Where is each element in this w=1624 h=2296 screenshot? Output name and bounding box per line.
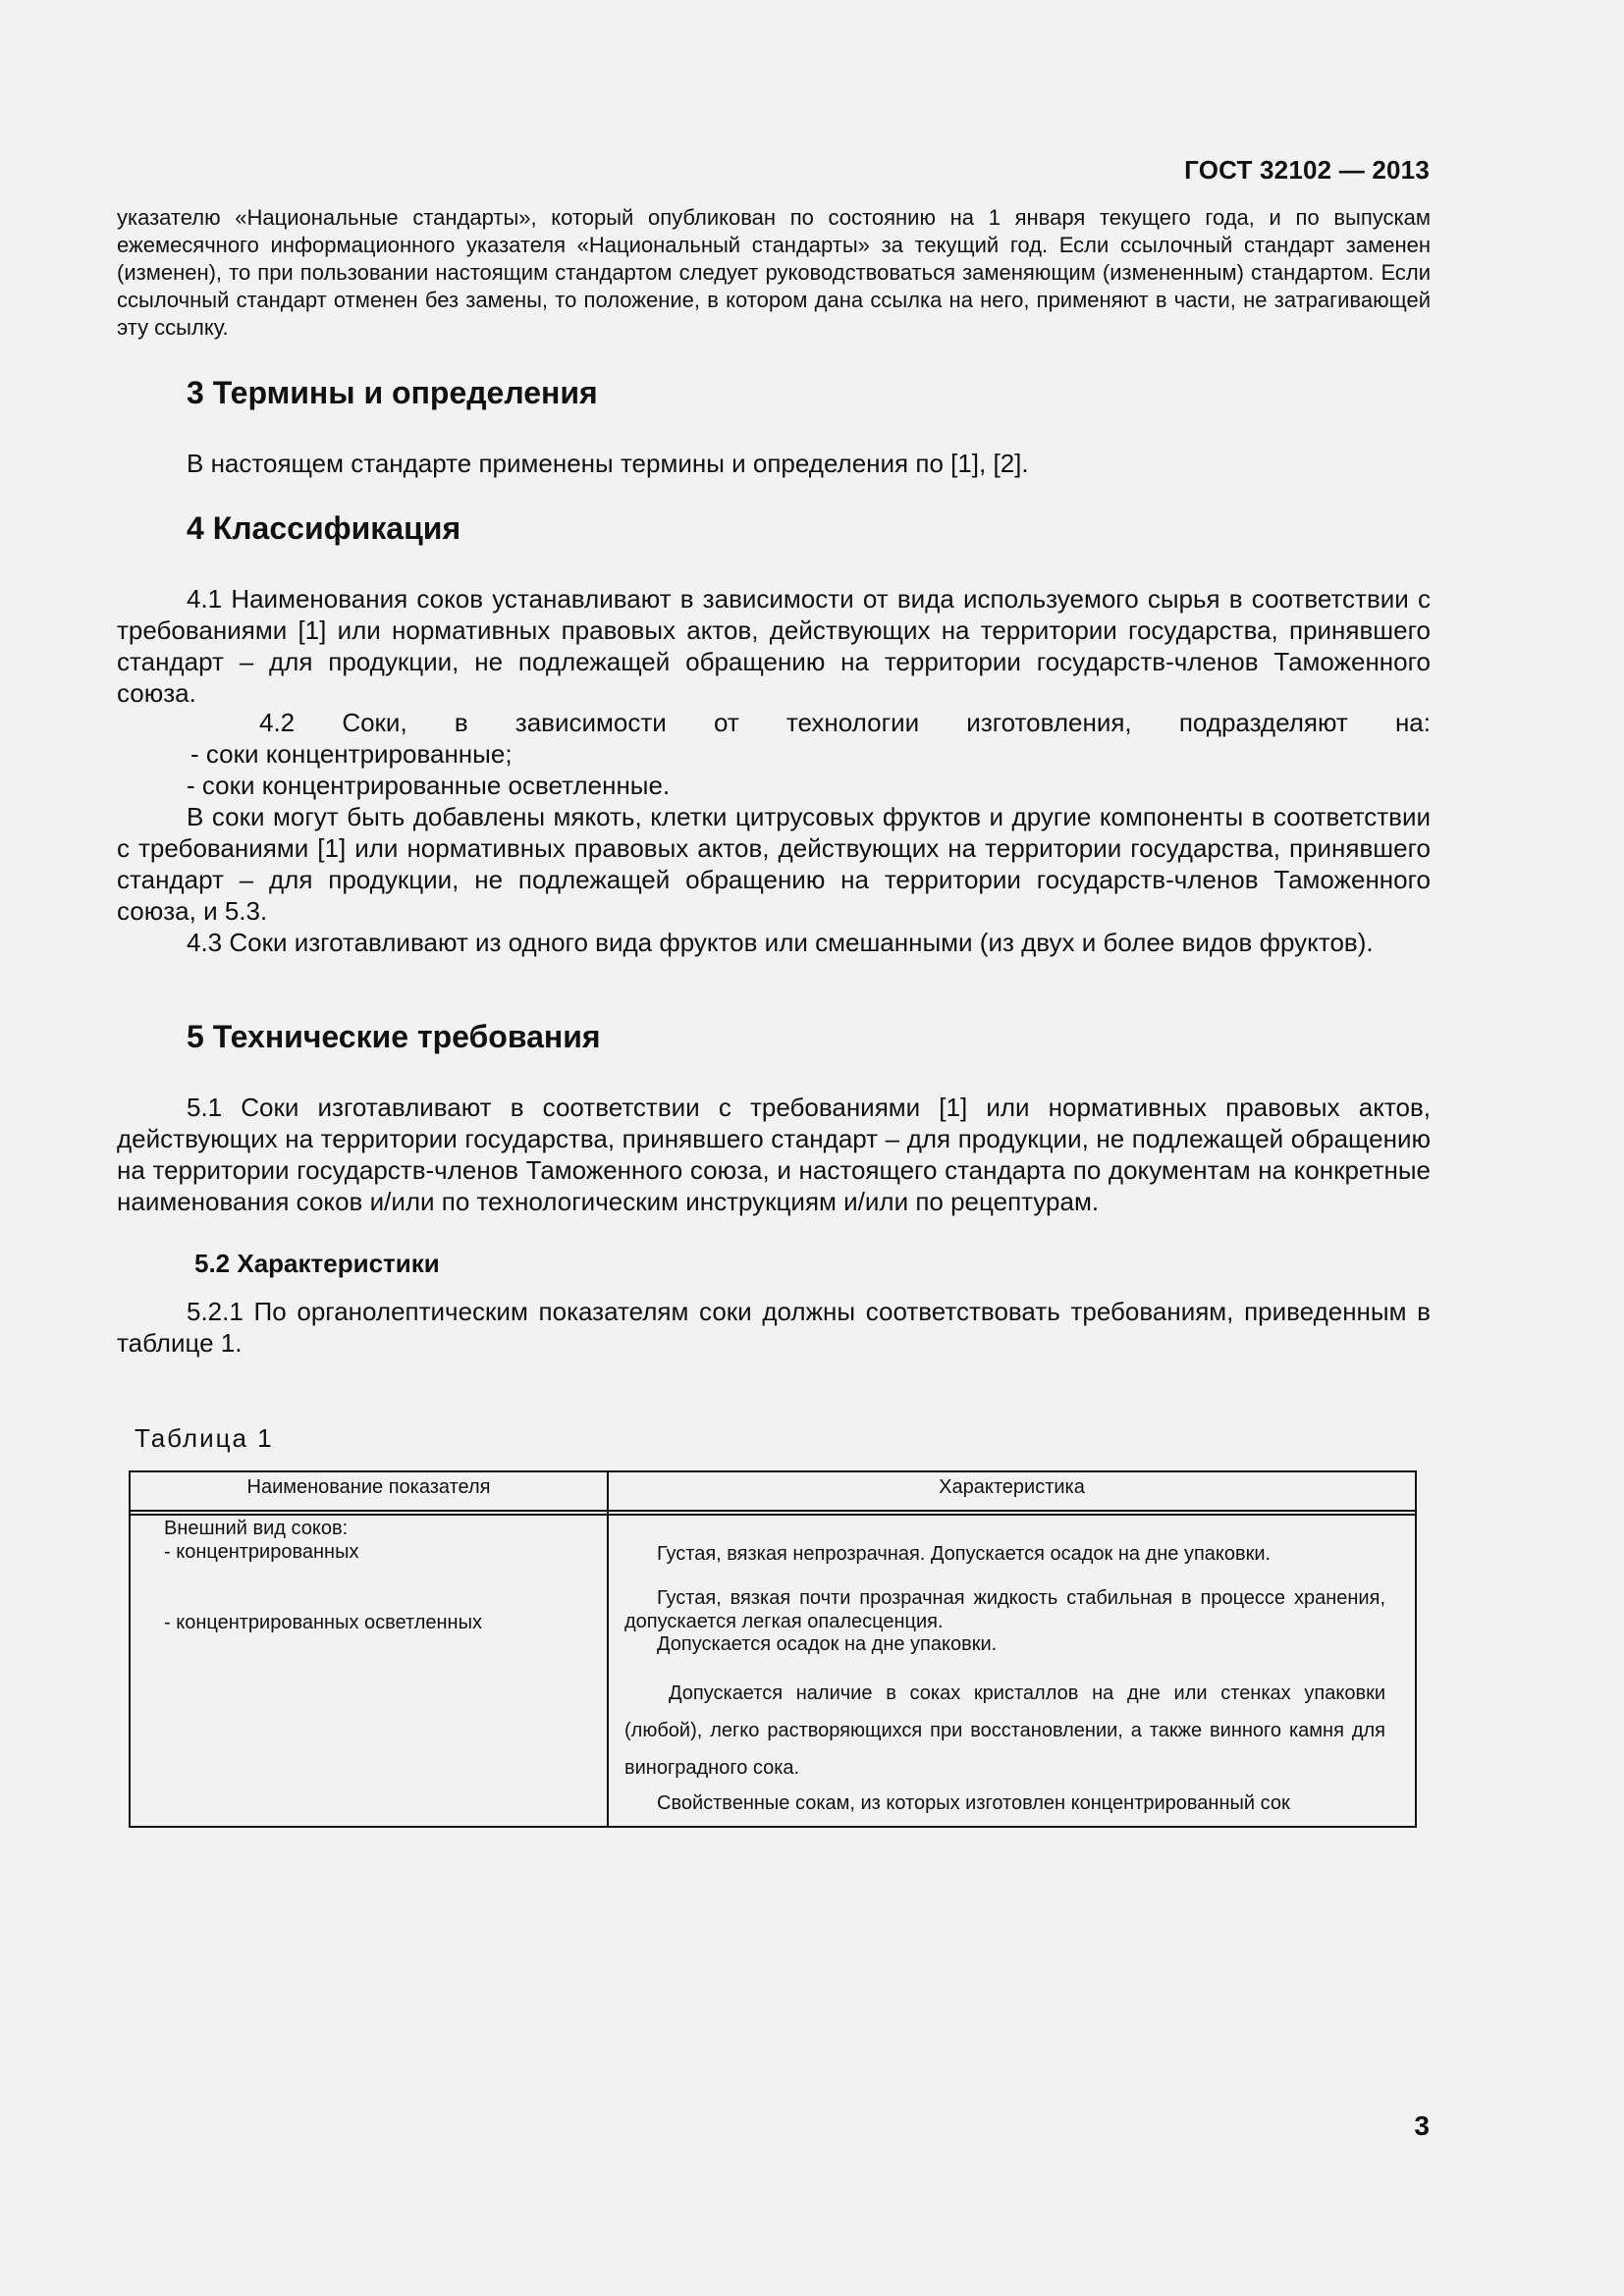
document-code: ГОСТ 32102 — 2013 <box>1184 155 1430 185</box>
table-cell: - концентрированных <box>164 1541 359 1563</box>
p42-word: 4.2 <box>259 708 296 737</box>
list-item: - соки концентрированные; <box>190 739 513 769</box>
paragraph-5-1: 5.1 Соки изготавливают в соответствии с требованиями [1] или нормативных правовых актов, действующих на территории государства, принявшего стандарт – для продукции, не подлежащей обращению на территории государств-членов Таможенного союза, и настоящего стандарта по документам на конкретные наименования соков и/или по технологическим инструкциям и/или по рецептурам. <box>117 1093 1431 1216</box>
table-column-divider <box>607 1472 609 1826</box>
p42-word: подразделяют <box>1178 708 1348 737</box>
table-header-cell: Характеристика <box>939 1476 1085 1498</box>
paragraph-4-2-b: В соки могут быть добавлены мякоть, клетки цитрусовых фруктов и другие компоненты в соответствии с требованиями [1] или нормативных правовых актов, действующих на территории государства, принявшего стандарт – для продукции, не подлежащей обращению на территории государств-членов Таможенного союза, и 5.3. <box>117 802 1431 926</box>
table-cell: Густая, вязкая почти прозрачная жидкость стабильная в процессе хранения, допускается легкая опалесценция. <box>624 1587 1385 1632</box>
table-cell: Свойственные сокам, из которых изготовлен концентрированный сок <box>657 1792 1290 1814</box>
subsection-5-2-title: 5.2 Характеристики <box>194 1249 440 1278</box>
p42-word: зависимости <box>514 708 667 737</box>
table-caption: Таблица 1 <box>135 1423 274 1453</box>
p42-word: изготовления, <box>966 708 1132 737</box>
paragraph-4-2-line <box>259 707 1431 738</box>
list-item: - соки концентрированные осветленные. <box>187 771 671 800</box>
p42-word: на: <box>1394 708 1431 737</box>
table-cell: Допускается осадок на дне упаковки. <box>657 1633 998 1655</box>
section-4-title: 4 Классификация <box>187 510 461 546</box>
table-cell: Внешний вид соков: <box>164 1518 349 1539</box>
intro-paragraph: указателю «Национальные стандарты», который опубликован по состоянию на 1 января текущего года, и по выпускам ежемесячного информационного указателя «Национальный стандарты» за текущий год. Если ссылочный стандарт заменен (изменен), то при пользовании настоящим стандартом следует руководствоваться заменяющим (измененным) стандартом. Если ссылочный стандарт отменен без замены, то положение, в котором дана ссылка на него, применяют в части, не затрагивающей эту ссылку. <box>117 205 1431 340</box>
table-cell: - концентрированных осветленных <box>164 1612 482 1633</box>
p42-word: в <box>454 708 468 737</box>
table-1 <box>129 1470 1417 1828</box>
table-header-cell: Наименование показателя <box>246 1476 491 1498</box>
table-header-divider <box>131 1510 1415 1516</box>
page-number: 3 <box>1414 2110 1430 2141</box>
paragraph-4-1: 4.1 Наименования соков устанавливают в зависимости от вида используемого сырья в соответствии с требованиями [1] или нормативных правовых актов, действующих на территории государства, принявшего стандарт – для продукции, не подлежащей обращению на территории государств-членов Таможенного союза. <box>117 584 1431 708</box>
paragraph-4-3: 4.3 Соки изготавливают из одного вида фруктов или смешанными (из двух и более видов фруктов). <box>187 928 1374 957</box>
table-cell: Допускается наличие в соках кристаллов на дне или стенках упаковки (любой), легко растворяющихся при восстановлении, а также винного камня для виноградного сока. <box>624 1682 1385 1779</box>
p42-word: от <box>713 708 739 737</box>
section-5-title: 5 Технические требования <box>187 1019 601 1054</box>
table-cell: Густая, вязкая непрозрачная. Допускается осадок на дне упаковки. <box>657 1543 1272 1565</box>
paragraph-5-2-1: 5.2.1 По органолептическим показателям соки должны соответствовать требованиям, приведенным в таблице 1. <box>117 1297 1431 1358</box>
p42-word: Соки, <box>342 708 407 737</box>
p42-word: технологии <box>785 708 920 737</box>
section-3-title: 3 Термины и определения <box>187 375 598 410</box>
section-3-text: В настоящем стандарте применены термины и определения по [1], [2]. <box>187 449 1029 478</box>
